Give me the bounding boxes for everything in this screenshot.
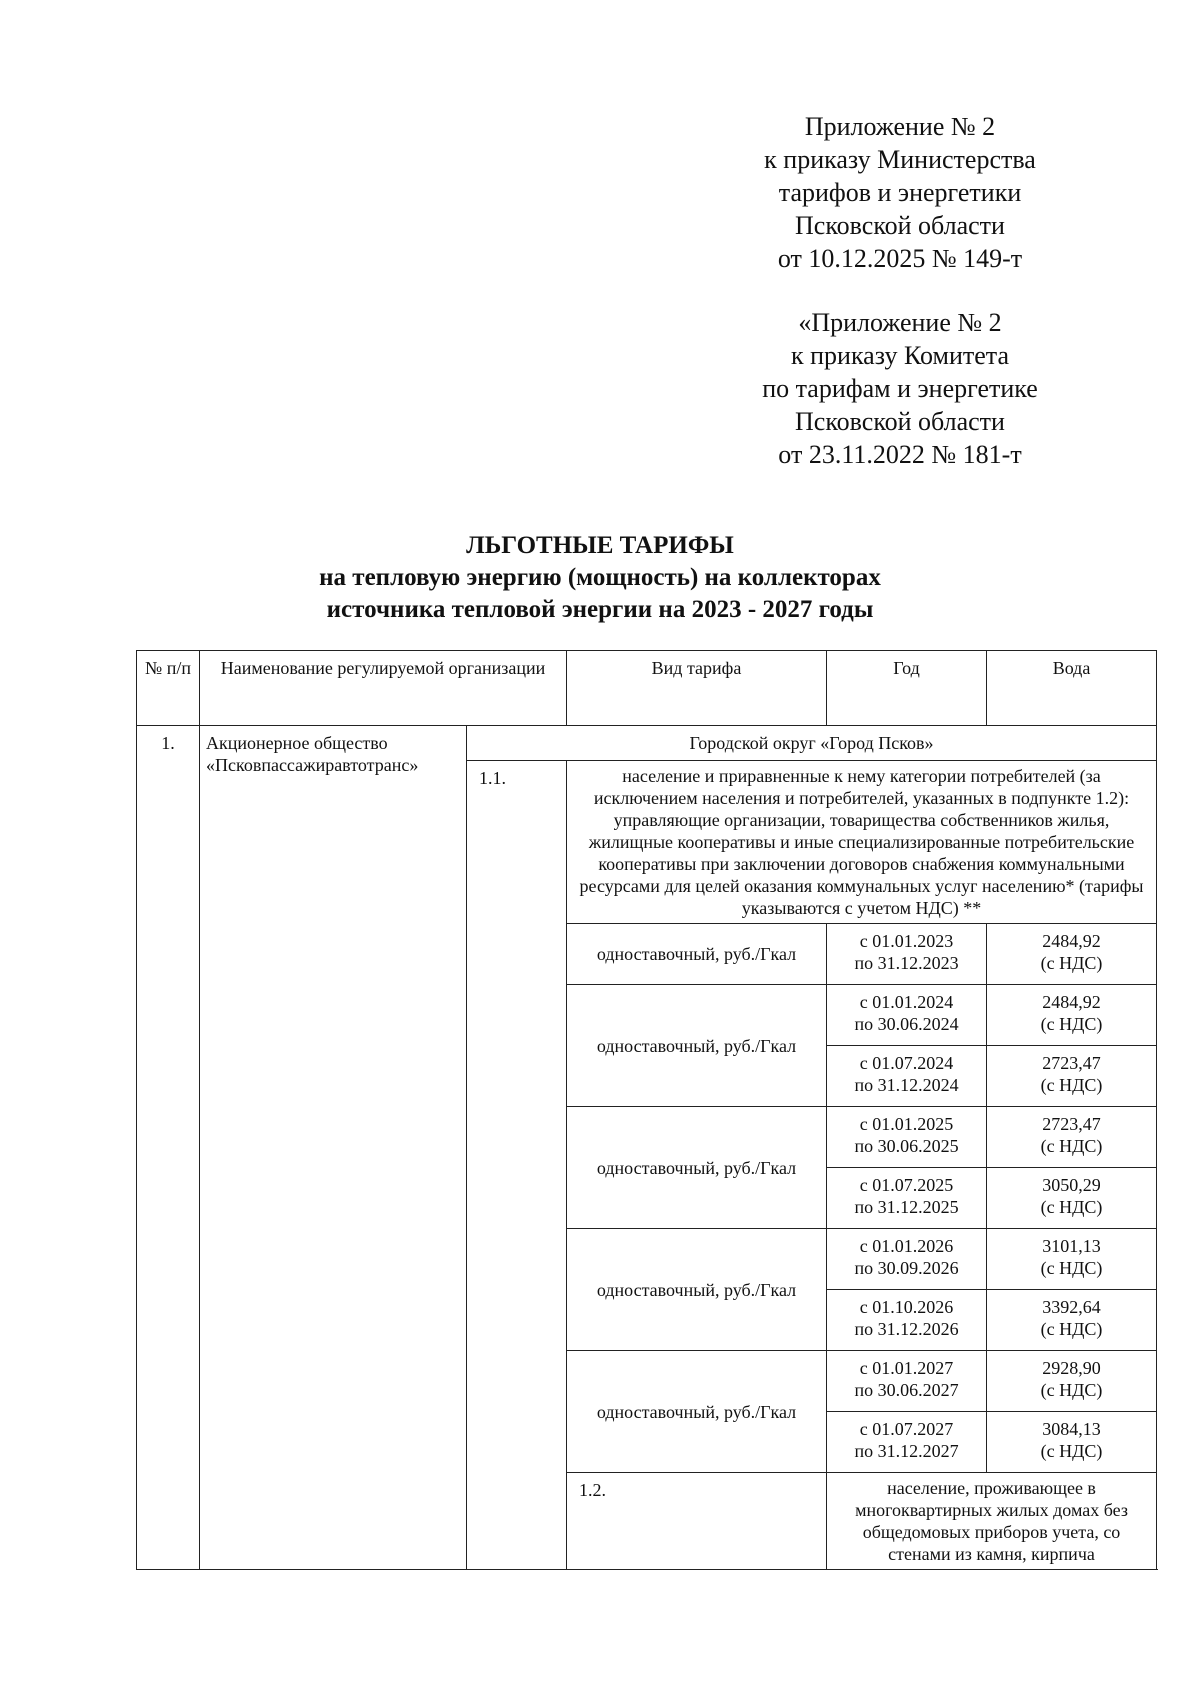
table-row [137,726,1157,761]
period-to: по 31.12.2026 [854,1319,959,1339]
district-name: Городской округ «Город Псков» [467,726,1157,761]
approval-block [700,110,1100,275]
period-to: по 30.06.2025 [854,1136,959,1156]
tariff-type: одноставочный, руб./Гкал [567,924,827,985]
vat-note: (с НДС) [1040,1014,1103,1034]
amended-line: Псковской области [795,407,1005,436]
period-cell [827,1351,987,1412]
value-cell [987,1351,1157,1412]
vat-note: (с НДС) [1040,1319,1103,1339]
value-cell [987,1168,1157,1229]
approval-line: к приказу Министерства [764,145,1036,174]
title-line-2: на тепловую энергию (мощность) на коллекторах [319,564,881,591]
value-cell [987,1412,1157,1473]
vat-note: (с НДС) [1040,1075,1103,1095]
period-from: с 01.07.2025 [859,1175,954,1195]
consumer-description: население и приравненные к нему категории потребителей (за исключением населения и потребителей, указанных в подпункте 1.2): управляющие организации, товарищества собственников жилья, жилищные кооперативы и иные специализированные потребительские кооперативы при заключении договоров снабжения коммунальными ресурсами для целей оказания коммунальных услуг населению* (тарифы указываются с учетом НДС) ** [567,761,1157,924]
header-year: Год [827,651,987,726]
amended-line: «Приложение № 2 [798,308,1002,337]
period-cell [827,1412,987,1473]
period-from: с 01.01.2026 [859,1236,954,1256]
tariff-value: 2928,90 [1042,1358,1101,1378]
tariff-type: одноставочный, руб./Гкал [567,985,827,1107]
approval-line: Приложение № 2 [804,112,996,141]
approval-line: тарифов и энергетики [778,178,1022,207]
consumer-description: население, проживающее в многоквартирных жилых домах без общедомовых приборов учета, со стенами из камня, кирпича [827,1473,1157,1570]
amended-line: по тарифам и энергетике [762,374,1038,403]
header-num: № п/п [137,651,200,726]
period-from: с 01.01.2024 [859,992,954,1012]
period-to: по 31.12.2024 [854,1075,959,1095]
tariff-table [136,650,1157,1570]
approval-line: от 10.12.2025 № 149-т [777,244,1023,273]
amended-line: к приказу Комитета [790,341,1009,370]
value-cell [987,1290,1157,1351]
tariff-value: 3392,64 [1042,1297,1101,1317]
tariff-value: 3050,29 [1042,1175,1101,1195]
period-from: с 01.01.2023 [859,931,954,951]
approval-line: Псковской области [795,211,1005,240]
period-from: с 01.10.2026 [859,1297,954,1317]
period-cell [827,985,987,1046]
vat-note: (с НДС) [1040,953,1103,973]
period-cell [827,924,987,985]
vat-note: (с НДС) [1040,1441,1103,1461]
value-cell [987,924,1157,985]
amended-block [700,306,1100,471]
tariff-value: 3084,13 [1042,1419,1101,1439]
vat-note: (с НДС) [1040,1258,1103,1278]
period-cell [827,1107,987,1168]
vat-note: (с НДС) [1040,1380,1103,1400]
value-cell [987,1107,1157,1168]
header-water: Вода [987,651,1157,726]
period-to: по 31.12.2027 [854,1441,959,1461]
row-number: 1. [137,726,200,1570]
period-cell [827,1046,987,1107]
vat-note: (с НДС) [1040,1197,1103,1217]
table-header-row [137,651,1157,726]
period-to: по 31.12.2023 [854,953,959,973]
tariff-value: 3101,13 [1042,1236,1101,1256]
header-tariff: Вид тарифа [567,651,827,726]
header-org: Наименование регулируемой организации [200,651,567,726]
tariff-type: одноставочный, руб./Гкал [567,1229,827,1351]
period-to: по 30.09.2026 [854,1258,959,1278]
tariff-type: одноставочный, руб./Гкал [567,1107,827,1229]
period-cell [827,1168,987,1229]
period-to: по 31.12.2025 [854,1197,959,1217]
vat-note: (с НДС) [1040,1136,1103,1156]
tariff-value: 2484,92 [1042,931,1101,951]
amended-line: от 23.11.2022 № 181-т [778,440,1022,469]
period-from: с 01.07.2027 [859,1419,954,1439]
tariff-value: 2723,47 [1042,1114,1101,1134]
title-line-1: ЛЬГОТНЫЕ ТАРИФЫ [466,532,734,559]
period-to: по 30.06.2027 [854,1380,959,1400]
period-from: с 01.01.2027 [859,1358,954,1378]
tariff-type: одноставочный, руб./Гкал [567,1351,827,1473]
period-cell [827,1229,987,1290]
title-line-3: источника тепловой энергии на 2023 - 2027 годы [326,596,874,623]
org-name: Акционерное общество «Псковпассажиравтотранс» [200,726,467,1570]
value-cell [987,985,1157,1046]
document-title [100,530,1100,626]
period-from: с 01.01.2025 [859,1114,954,1134]
tariff-value: 2484,92 [1042,992,1101,1012]
period-from: с 01.07.2024 [859,1053,954,1073]
tariff-value: 2723,47 [1042,1053,1101,1073]
subitem-number: 1.2. [567,1473,827,1570]
period-cell [827,1290,987,1351]
value-cell [987,1229,1157,1290]
subitem-number: 1.1. [467,761,567,1570]
period-to: по 30.06.2024 [854,1014,959,1034]
value-cell [987,1046,1157,1107]
